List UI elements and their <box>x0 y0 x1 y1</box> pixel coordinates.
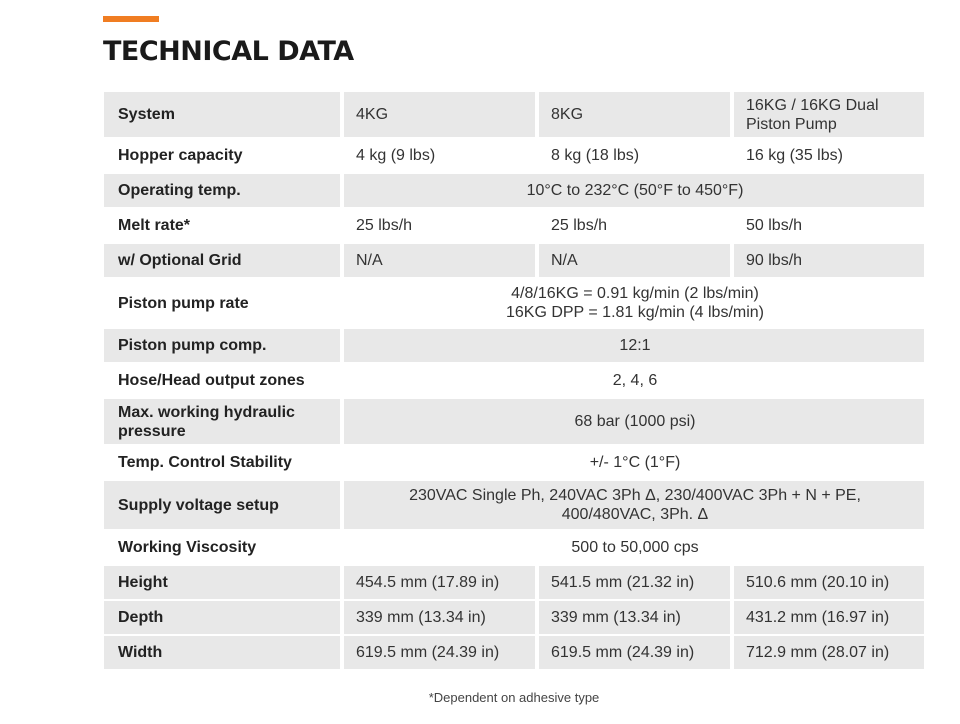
page-title: TECHNICAL DATA <box>103 36 354 67</box>
cell-system-4kg: 4KG <box>340 92 535 137</box>
table-row <box>104 209 924 242</box>
cell-width-4kg: 619.5 mm (24.39 in) <box>340 636 535 669</box>
table-row <box>104 244 924 277</box>
piston-pump-rate-line: 16KG DPP = 1.81 kg/min (4 lbs/min) <box>505 304 765 321</box>
cell-height-8kg: 541.5 mm (21.32 in) <box>535 566 730 599</box>
supply-voltage-line: 400/480VAC, 3Ph. Δ <box>561 506 709 523</box>
supply-voltage-line: 230VAC Single Ph, 240VAC 3Ph Δ, 230/400VAC 3Ph + N + PE, <box>409 487 861 504</box>
cell-output-zones: 2, 4, 6 <box>340 364 924 397</box>
cell-piston-pump-rate <box>340 279 924 327</box>
row-label-system: System <box>104 92 340 137</box>
cell-hopper-4kg: 4 kg (9 lbs) <box>340 139 535 172</box>
table-row <box>104 636 924 669</box>
cell-width-8kg: 619.5 mm (24.39 in) <box>535 636 730 669</box>
table-row <box>104 481 924 529</box>
row-label-hopper-capacity: Hopper capacity <box>104 139 340 172</box>
row-label-height: Height <box>104 566 340 599</box>
row-label-optional-grid: w/ Optional Grid <box>104 244 340 277</box>
row-label-hydraulic-pressure: Max. working hydraulic pressure <box>104 399 340 444</box>
footnote: *Dependent on adhesive type <box>428 690 600 705</box>
table-row <box>104 174 924 207</box>
accent-bar <box>103 16 159 22</box>
row-label-operating-temp: Operating temp. <box>104 174 340 207</box>
table-row <box>104 364 924 397</box>
cell-grid-4kg: N/A <box>340 244 535 277</box>
cell-depth-8kg: 339 mm (13.34 in) <box>535 601 730 634</box>
row-label-supply-voltage: Supply voltage setup <box>104 481 340 529</box>
cell-depth-16kg: 431.2 mm (16.97 in) <box>730 601 924 634</box>
table-row <box>104 399 924 444</box>
cell-grid-16kg: 90 lbs/h <box>730 244 924 277</box>
table-row <box>104 446 924 479</box>
row-label-output-zones: Hose/Head output zones <box>104 364 340 397</box>
cell-hopper-8kg: 8 kg (18 lbs) <box>535 139 730 172</box>
table-row <box>104 601 924 634</box>
table-row <box>104 566 924 599</box>
row-label-piston-pump-comp: Piston pump comp. <box>104 329 340 362</box>
cell-hopper-16kg: 16 kg (35 lbs) <box>730 139 924 172</box>
cell-piston-pump-comp: 12:1 <box>340 329 924 362</box>
cell-height-4kg: 454.5 mm (17.89 in) <box>340 566 535 599</box>
row-label-temp-control: Temp. Control Stability <box>104 446 340 479</box>
row-label-depth: Depth <box>104 601 340 634</box>
cell-width-16kg: 712.9 mm (28.07 in) <box>730 636 924 669</box>
cell-depth-4kg: 339 mm (13.34 in) <box>340 601 535 634</box>
cell-supply-voltage <box>340 481 924 529</box>
cell-operating-temp: 10°C to 232°C (50°F to 450°F) <box>340 174 924 207</box>
cell-melt-8kg: 25 lbs/h <box>535 209 730 242</box>
table-row <box>104 279 924 327</box>
cell-melt-16kg: 50 lbs/h <box>730 209 924 242</box>
table-row <box>104 92 924 137</box>
cell-melt-4kg: 25 lbs/h <box>340 209 535 242</box>
row-label-width: Width <box>104 636 340 669</box>
row-label-piston-pump-rate: Piston pump rate <box>104 279 340 327</box>
cell-hydraulic-pressure: 68 bar (1000 psi) <box>340 399 924 444</box>
piston-pump-rate-line: 4/8/16KG = 0.91 kg/min (2 lbs/min) <box>511 285 759 302</box>
table-row <box>104 531 924 564</box>
table-row <box>104 139 924 172</box>
table-row <box>104 329 924 362</box>
technical-data-table <box>104 90 924 671</box>
cell-system-8kg: 8KG <box>535 92 730 137</box>
cell-working-viscosity: 500 to 50,000 cps <box>340 531 924 564</box>
row-label-working-viscosity: Working Viscosity <box>104 531 340 564</box>
cell-height-16kg: 510.6 mm (20.10 in) <box>730 566 924 599</box>
cell-temp-control: +/- 1°C (1°F) <box>340 446 924 479</box>
row-label-melt-rate: Melt rate* <box>104 209 340 242</box>
cell-grid-8kg: N/A <box>535 244 730 277</box>
cell-system-16kg: 16KG / 16KG Dual Piston Pump <box>730 92 924 137</box>
